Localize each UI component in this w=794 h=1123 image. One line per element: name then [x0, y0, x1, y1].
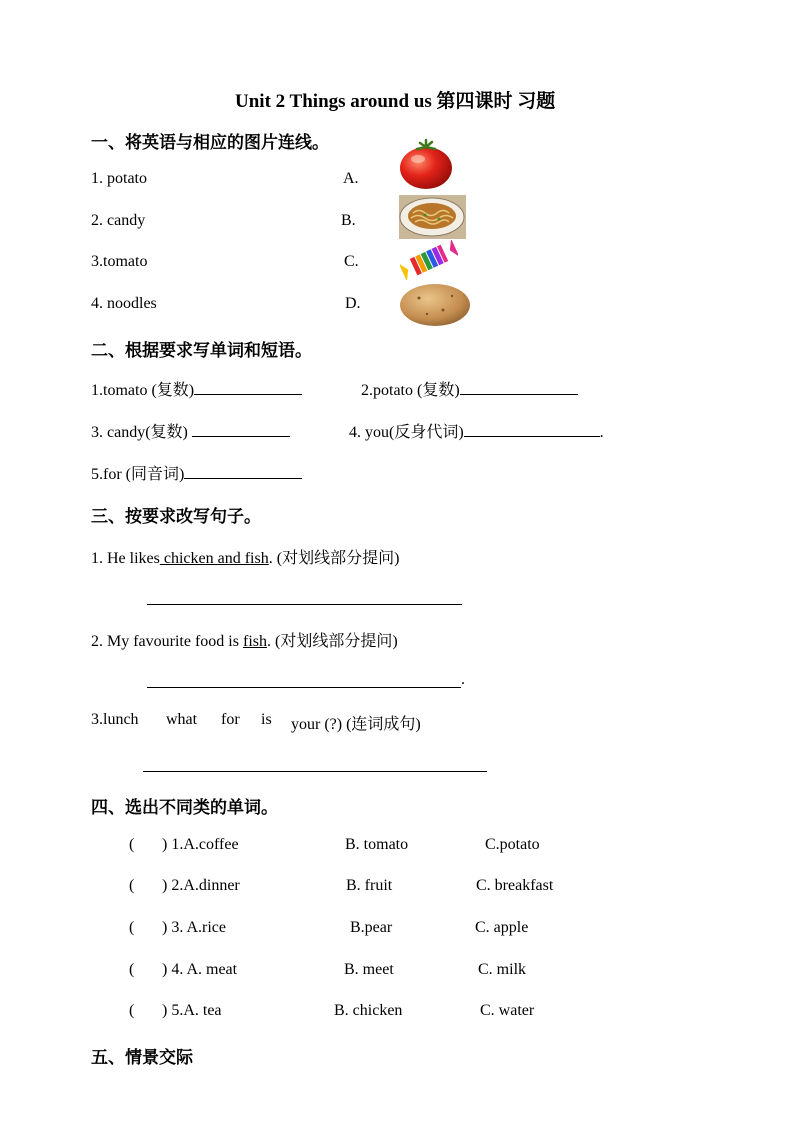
- answer-paren-3[interactable]: (: [129, 919, 135, 936]
- answer-line-2-period: .: [461, 671, 465, 688]
- q1-prefix: 1. He likes: [91, 550, 160, 567]
- choice-row-3-a: ) 3. A.rice: [162, 919, 226, 936]
- answer-line-1[interactable]: [147, 604, 462, 605]
- match-word-4: 4. noodles: [91, 295, 157, 312]
- section5-heading: 五、情景交际: [91, 1048, 193, 1067]
- choice-row-4-c: C. milk: [478, 961, 527, 978]
- match-letter-b: B.: [341, 212, 356, 229]
- match-letter-c: C.: [344, 253, 359, 270]
- fill-item-5-label: 5.for (同音词): [91, 466, 185, 483]
- choice-row-5-a: ) 5.A. tea: [162, 1002, 222, 1019]
- fill-item-1-label: 1.tomato (复数): [91, 382, 195, 399]
- fill-item-2-label: 2.potato (复数): [361, 382, 460, 399]
- q1-suffix: . (对划线部分提问): [268, 550, 400, 567]
- q3-word-4: is: [261, 711, 272, 728]
- answer-paren-1[interactable]: (: [129, 836, 135, 853]
- answer-blank-2[interactable]: [460, 379, 578, 395]
- answer-paren-2[interactable]: (: [129, 877, 135, 894]
- choice-row-2-c: C. breakfast: [476, 877, 554, 894]
- answer-line-2[interactable]: [147, 687, 461, 688]
- choice-row-1-a: ) 1.A.coffee: [162, 836, 239, 853]
- rewrite-question-2: [91, 628, 398, 651]
- fill-item-3-label: 3. candy(复数): [91, 424, 192, 441]
- answer-blank-3[interactable]: [192, 421, 290, 437]
- section1-heading: 一、将英语与相应的图片连线。: [91, 133, 329, 152]
- section2-heading: 二、根据要求写单词和短语。: [91, 341, 312, 360]
- choice-row-5-b: B. chicken: [334, 1002, 403, 1019]
- match-word-3: 3.tomato: [91, 253, 148, 270]
- answer-blank-4[interactable]: [464, 421, 600, 437]
- choice-row-3-b: B.pear: [350, 919, 393, 936]
- fill-item-2: [361, 377, 578, 400]
- match-word-1: 1. potato: [91, 170, 147, 187]
- fill-item-4: [349, 419, 604, 442]
- section4-heading: 四、选出不同类的单词。: [91, 798, 278, 817]
- page-title: Unit 2 Things around us 第四课时 习题: [235, 91, 556, 112]
- choice-row-1-b: B. tomato: [345, 836, 409, 853]
- choice-row-3-c: C. apple: [475, 919, 529, 936]
- tomato-icon: [398, 137, 454, 191]
- candy-icon: [400, 240, 458, 280]
- q3-word-5: your (?) (连词成句): [291, 716, 421, 733]
- answer-line-3[interactable]: [143, 771, 487, 772]
- answer-blank-1[interactable]: [194, 379, 302, 395]
- fill-item-3: [91, 419, 290, 442]
- match-letter-a: A.: [343, 170, 359, 187]
- choice-row-2-b: B. fruit: [346, 877, 393, 894]
- choice-row-4-b: B. meet: [344, 961, 394, 978]
- noodle-bowl-icon: [399, 195, 466, 239]
- choice-row-2-a: ) 2.A.dinner: [162, 877, 240, 894]
- match-word-2: 2. candy: [91, 212, 146, 229]
- q3-word-2: what: [166, 711, 198, 728]
- q3-word-1: 3.lunch: [91, 711, 139, 728]
- choice-row-4-a: ) 4. A. meat: [162, 961, 238, 978]
- q1-underlined-part: chicken and fish: [159, 550, 269, 567]
- fill-item-4-label: 4. you(反身代词): [349, 424, 464, 441]
- match-letter-d: D.: [345, 295, 361, 312]
- choice-row-1-c: C.potato: [485, 836, 540, 853]
- q3-word-3: for: [221, 711, 240, 728]
- answer-paren-5[interactable]: (: [129, 1002, 135, 1019]
- answer-blank-5[interactable]: [184, 463, 302, 479]
- section3-heading: 三、按要求改写句子。: [91, 507, 261, 526]
- rewrite-question-1: [91, 545, 399, 568]
- q2-prefix: 2. My favourite food is: [91, 633, 243, 650]
- choice-row-5-c: C. water: [480, 1002, 535, 1019]
- fill-item-5: [91, 461, 302, 484]
- q2-underlined-part: fish: [242, 633, 267, 650]
- potato-icon: [397, 280, 473, 328]
- fill-item-4-period: .: [599, 424, 604, 441]
- answer-paren-4[interactable]: (: [129, 961, 135, 978]
- q2-suffix: . (对划线部分提问): [266, 633, 398, 650]
- fill-item-1: [91, 377, 302, 400]
